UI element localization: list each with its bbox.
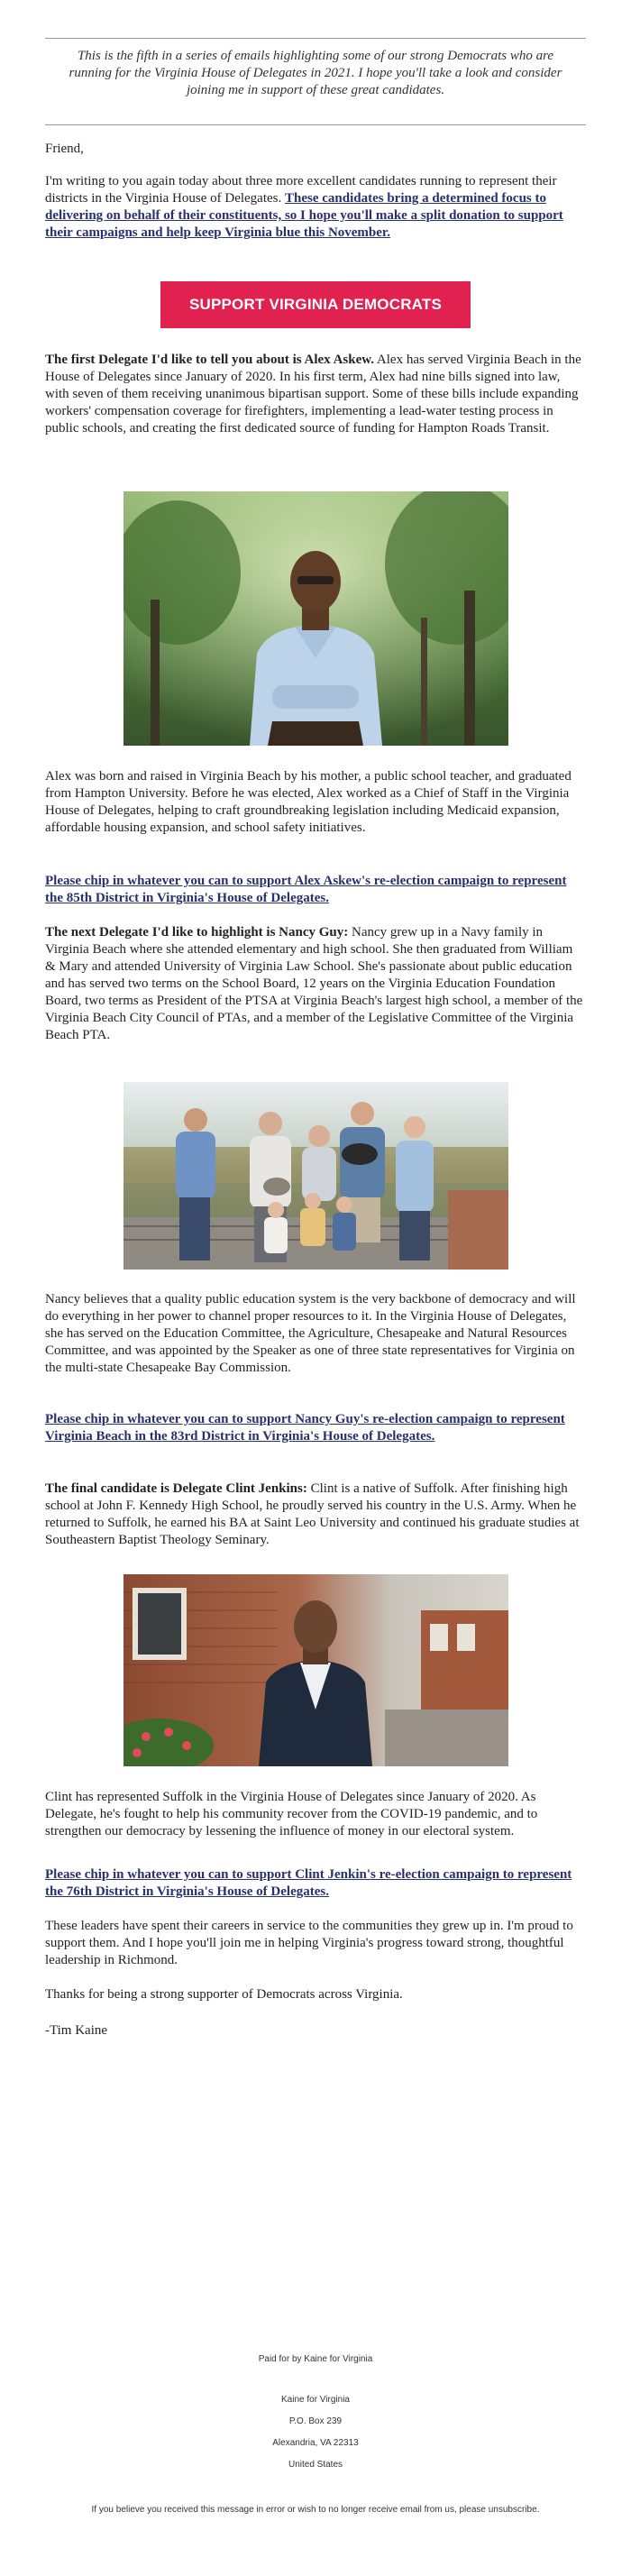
footer-city: Alexandria, VA 22313 xyxy=(272,2438,359,2448)
signature: -Tim Kaine xyxy=(45,2023,108,2038)
unsubscribe-link[interactable]: unsubscribe. xyxy=(488,2505,540,2515)
guy-bio: Nancy grew up in a Navy family in Virginia Beach where she attended elementary and high school. She then graduated from William & Mary and attended University of Virginia Law School. She's passionate about public education and has served two terms on the School Board, 12 years on the Virginia Education Foundation Board, two terms as President of the PTSA at Virginia Beach's largest high school, a member of the Virginia Beach City Council of PTAs, and a member of the Legislative Committee of the Virginia Beach PTA. xyxy=(45,925,583,1042)
guy-donate-link[interactable]: Please chip in whatever you can to support Nancy Guy's re-election campaign to represent Virginia Beach in the 83rd District in Virginia's House of Delegates. xyxy=(45,1412,565,1444)
askew-lead: The first Delegate I'd like to tell you about is Alex Askew. xyxy=(45,353,374,367)
unsubscribe-text: If you believe you received this message in error or wish to no longer receive email from us, please xyxy=(91,2505,489,2515)
intro-text: This is the fifth in a series of emails highlighting some of our strong Democrats who are running for the Virginia House of Delegates in 2021. I hope you'll take a look and consider joining me in support of these great candidates. xyxy=(69,49,562,97)
askew-bio-2: Alex was born and raised in Virginia Beach by his mother, a public school teacher, and graduated from Hampton University. Before he was elected, Alex worked as a Chief of Staff in the Virginia House of Delegates, helping to craft groundbreaking legislation including Medicaid expansion, affordable housing expansion, and school safety initiatives. xyxy=(45,769,572,835)
opening-text: I'm writing to you again today about three more excellent candidates running to represent their districts in the Virginia House of Delegates. xyxy=(45,174,557,206)
thanks-paragraph: Thanks for being a strong supporter of Democrats across Virginia. xyxy=(45,1987,403,2002)
guy-lead: The next Delegate I'd like to highlight is Nancy Guy: xyxy=(45,925,349,940)
footer-org: Kaine for Virginia xyxy=(281,2395,350,2405)
jenkins-lead: The final candidate is Delegate Clint Jenkins: xyxy=(45,1481,307,1496)
closing-paragraph: These leaders have spent their careers in service to the communities they grew up in. I'm proud to support them. And I hope you'll join me in helping Virginia's progress toward strong, thoughtful leadership in Richmond. xyxy=(45,1919,573,1967)
jenkins-donate-link[interactable]: Please chip in whatever you can to support Clint Jenkin's re-election campaign to represent the 76th District in Virginia's House of Delegates. xyxy=(45,1867,572,1899)
footer-po-box: P.O. Box 239 xyxy=(288,2416,343,2426)
paid-for-line: Paid for by Kaine for Virginia xyxy=(258,2354,373,2364)
unsubscribe-line xyxy=(0,2505,631,2515)
greeting: Friend, xyxy=(45,142,84,156)
split-donation-link[interactable]: These candidates bring a determined focus to delivering on behalf of their constituents, so I hope you'll make a split donation to support their campaigns and help keep Virginia blue this November. xyxy=(45,191,563,240)
guy-bio-2: Nancy believes that a quality public education system is the very backbone of democracy and will do everything in her power to channel proper resources to it. In the Virginia House of Delegates, she has served on the Education Committee, the Agriculture, Chesapeake and Natural Resources Committee, and was appointed by the Speaker as one of three state representatives for Virginia on the multi-state Chesapeake Bay Commission. xyxy=(45,1292,576,1375)
jenkins-bio-2: Clint has represented Suffolk in the Virginia House of Delegates since January of 2020. As Delegate, he's fought to help his community recover from the COVID-19 pandemic, and to strengthen our democracy by lessening the influence of money in our electoral system. xyxy=(45,1790,538,1838)
support-democrats-button[interactable]: SUPPORT VIRGINIA DEMOCRATS xyxy=(160,281,471,328)
jenkins-bio: Clint is a native of Suffolk. After finishing high school at John F. Kennedy High School, he proudly served his country in the U.S. Army. When he returned to Suffolk, he earned his BA at Saint Leo University and continued his graduate studies at Southeastern Baptist Theology Seminary. xyxy=(45,1481,580,1547)
askew-bio: Alex has served Virginia Beach in the House of Delegates since January of 2020. In his first term, Alex had nine bills signed into law, with seven of them receiving unanimous bipartisan support. Some of these bills include expanding workers' compensation coverage for firefighters, implementing a lead-water testing process in public schools, and creating the first dedicated source of funding for Hampton Roads Transit. xyxy=(45,353,581,435)
askew-donate-link[interactable]: Please chip in whatever you can to support Alex Askew's re-election campaign to represent the 85th District in Virginia's House of Delegates. xyxy=(45,874,567,905)
footer-country: United States xyxy=(288,2460,343,2470)
